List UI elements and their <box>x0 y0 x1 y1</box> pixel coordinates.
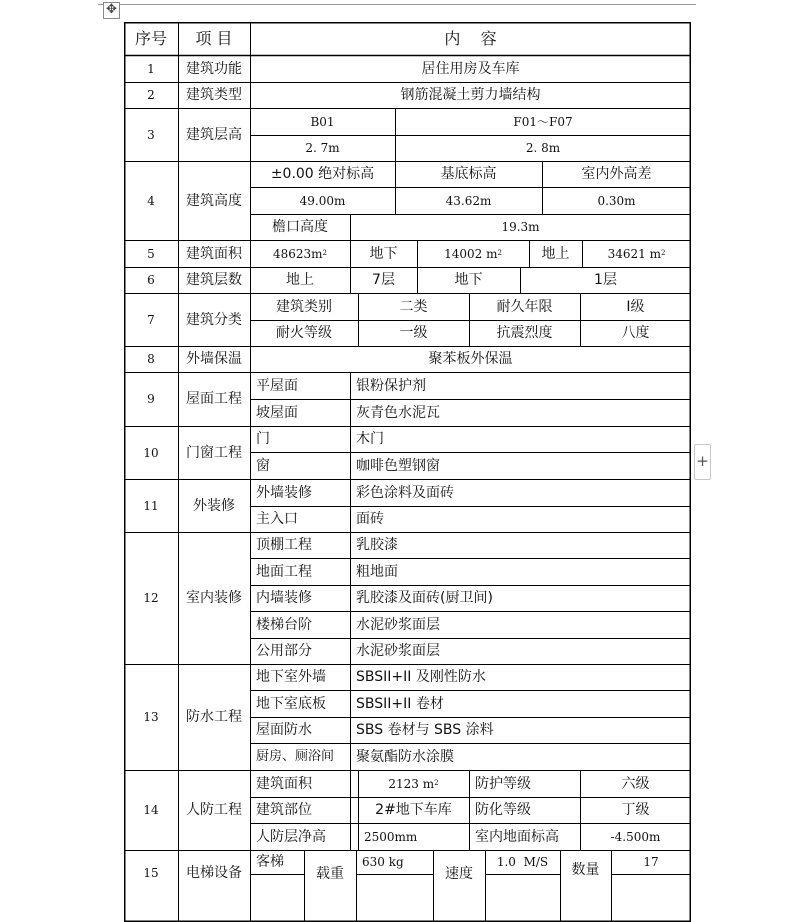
upper-floors-label: F01～F07 <box>513 114 573 129</box>
row-item-label: 防水工程 <box>186 709 242 725</box>
row-value: 居住用房及车库 <box>421 61 520 77</box>
sub-item-value: 水泥砂浆面层 <box>356 643 440 659</box>
row-number: 11 <box>143 498 159 513</box>
sub-item-value: 粗地面 <box>356 563 398 580</box>
sub-item-label: 顶棚工程 <box>256 537 312 553</box>
row-number: 4 <box>147 193 155 208</box>
sub-item-label: 外墙装修 <box>256 484 312 501</box>
row-value: 聚苯板外保温 <box>428 351 513 367</box>
sub-item-value: 乳胶漆 <box>356 537 398 553</box>
row-item-label: 建筑层数 <box>186 272 242 288</box>
sub-item-label: 窗 <box>256 457 270 474</box>
sub-item-value: 银粉保护剂 <box>356 377 426 394</box>
header-item: 项 目 <box>195 29 233 48</box>
row-number: 6 <box>147 273 155 287</box>
sub-item-value: SBSII+II 及刚性防水 <box>356 669 486 685</box>
foundation-elevation-label: 基底标高 <box>440 166 497 182</box>
sub-item-value: 聚氨酯防水涂膜 <box>356 748 454 765</box>
indoor-outdoor-diff-value: 0.30m <box>597 193 636 208</box>
row-number: 3 <box>147 127 155 142</box>
row-item-label: 建筑面积 <box>186 245 242 262</box>
square-superscript: 2 <box>497 249 502 257</box>
row-item-label: 建筑层高 <box>186 126 242 143</box>
row-number: 7 <box>147 312 155 327</box>
row-number: 14 <box>143 803 159 817</box>
row-item-label: 人防工程 <box>186 802 242 818</box>
row-item-label: 门窗工程 <box>186 444 242 461</box>
building-category-label: 建筑类别 <box>276 298 332 315</box>
sub-item-label: 楼梯台阶 <box>256 616 312 633</box>
indoor-outdoor-diff-label: 室内外高差 <box>581 166 652 182</box>
aboveground-area-label: 地上 <box>541 245 570 262</box>
underground-floors-label: 地下 <box>454 272 483 288</box>
fire-rating-value: 一级 <box>399 325 428 341</box>
foundation-elevation-value: 43.62m <box>445 193 492 208</box>
indoor-floor-elevation-value: -4.500m <box>610 829 661 844</box>
sub-item-label: 地面工程 <box>256 563 312 580</box>
indoor-floor-elevation-label: 室内地面标高 <box>475 828 559 845</box>
durability-label: 耐久年限 <box>496 298 553 315</box>
sub-item-value: 灰青色水泥瓦 <box>356 404 440 421</box>
project-overview-table <box>124 22 691 922</box>
square-superscript: 2 <box>660 249 666 257</box>
sub-item-value: 彩色涂料及面砖 <box>356 484 454 501</box>
sub-item-label: 门 <box>256 431 270 447</box>
upper-floors-height: 2. 8m <box>525 141 561 155</box>
sub-item-value: 乳胶漆及面砖(厨卫间) <box>356 590 493 606</box>
civil-defense-location-value: 2#地下车库 <box>375 802 452 818</box>
square-superscript: 2 <box>322 249 328 257</box>
underground-area-label: 地下 <box>369 245 398 262</box>
sub-item-value: 木门 <box>356 431 384 447</box>
sub-item-label: 公用部分 <box>256 643 312 659</box>
civil-defense-area-value: 2123 m 2 <box>388 776 439 791</box>
square-superscript: 2 <box>434 779 439 787</box>
sub-item-label: 厨房、厕浴间 <box>256 749 335 764</box>
underground-area-value: 14002 m 2 <box>444 246 502 261</box>
row-item-label: 电梯设备 <box>186 865 242 881</box>
row-number: 9 <box>147 392 155 406</box>
aboveground-area-value: 34621 m 2 <box>607 246 666 261</box>
sub-item-label: 平屋面 <box>256 377 298 394</box>
row-item-label: 建筑分类 <box>186 311 242 328</box>
sub-item-label: 屋面防水 <box>256 722 312 738</box>
row-number: 1 <box>147 62 155 76</box>
row-number: 12 <box>143 591 159 605</box>
building-category-value: 二类 <box>399 298 428 315</box>
basement-floor-label: B01 <box>310 114 335 129</box>
elevator-load-value: 630 kg <box>362 855 404 869</box>
sub-item-label: 主入口 <box>256 511 298 527</box>
row-item-label: 建筑功能 <box>186 61 242 77</box>
sub-item-label: 内墙装修 <box>256 590 312 606</box>
row-item-label: 室内装修 <box>186 590 242 606</box>
chemical-level-value: 丁级 <box>621 802 650 818</box>
elevator-speed-value: 1.0 M/S <box>496 855 549 869</box>
eave-height-label: 檐口高度 <box>272 219 328 235</box>
row-number: 15 <box>143 866 159 880</box>
seismic-intensity-label: 抗震烈度 <box>496 325 553 341</box>
elevator-load-label: 载重 <box>316 866 344 882</box>
row-item-label: 外装修 <box>193 497 235 514</box>
row-item-label: 屋面工程 <box>186 391 242 407</box>
absolute-elevation-value: 49.00m <box>299 193 346 208</box>
chemical-level-label: 防化等级 <box>475 802 531 818</box>
elevator-quantity-label: 数量 <box>571 862 600 878</box>
protection-level-value: 六级 <box>621 775 650 792</box>
fire-rating-label: 耐火等级 <box>276 325 332 341</box>
row-number: 2 <box>147 88 155 102</box>
durability-value: I级 <box>626 298 645 315</box>
table-move-handle-icon[interactable]: ✥ <box>103 2 120 19</box>
row-number: 8 <box>147 352 155 366</box>
sub-item-label: 地下室外墙 <box>256 669 326 685</box>
sub-item-label: 坡屋面 <box>256 404 298 421</box>
sub-item-label: 地下室底板 <box>256 695 326 712</box>
header-seq: 序号 <box>134 29 167 48</box>
underground-floors-value: 1层 <box>594 272 617 288</box>
elevator-speed-label: 速度 <box>445 866 473 882</box>
civil-defense-location-label: 建筑部位 <box>256 802 312 818</box>
page-top-rule <box>98 4 696 5</box>
total-area-value: 48623m 2 <box>272 246 328 261</box>
header-content: 内 容 <box>444 29 497 48</box>
add-column-handle-icon[interactable]: + <box>694 444 711 480</box>
sub-item-value: SBS 卷材与 SBS 涂料 <box>356 722 494 738</box>
sub-item-value: 面砖 <box>356 511 384 527</box>
sub-item-value: 水泥砂浆面层 <box>356 616 440 633</box>
aboveground-floors-label: 地上 <box>286 272 314 288</box>
clear-height-value: 2500mm <box>364 829 418 844</box>
row-value: 钢筋混凝土剪力墙结构 <box>400 87 541 103</box>
row-number: 10 <box>143 445 159 460</box>
sub-item-value: SBSII+II 卷材 <box>356 695 444 712</box>
civil-defense-area-label: 建筑面积 <box>256 775 312 792</box>
absolute-elevation-label: ±0.00 绝对标高 <box>270 166 375 182</box>
clear-height-label: 人防层净高 <box>256 828 326 845</box>
eave-height-value: 19.3m <box>501 220 540 234</box>
seismic-intensity-value: 八度 <box>621 325 650 341</box>
row-number: 13 <box>143 710 159 724</box>
protection-level-label: 防护等级 <box>475 775 531 792</box>
row-item-label: 建筑高度 <box>186 192 242 209</box>
row-item-label: 建筑类型 <box>186 87 242 103</box>
elevator-quantity-value: 17 <box>643 855 659 869</box>
sub-item-value: 咖啡色塑钢窗 <box>356 457 440 474</box>
basement-floor-height: 2. 7m <box>305 141 340 155</box>
elevator-type: 客梯 <box>256 854 284 870</box>
aboveground-floors-value: 7层 <box>372 272 395 288</box>
row-item-label: 外墙保温 <box>186 351 242 367</box>
row-number: 5 <box>147 246 155 261</box>
